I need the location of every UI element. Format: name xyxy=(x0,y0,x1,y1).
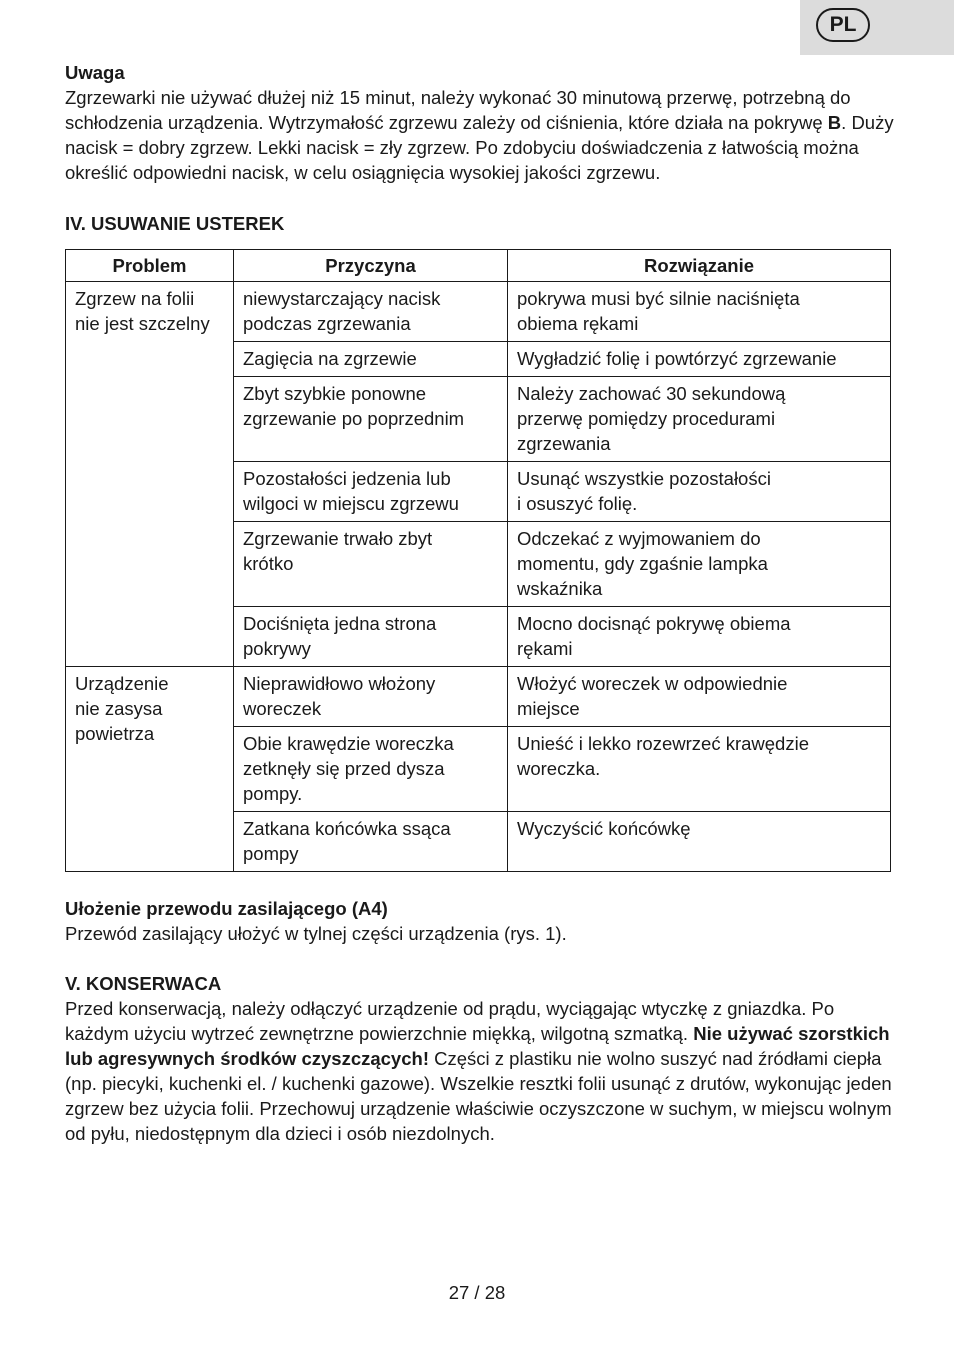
cause-line: wilgoci w miejscu zgrzewu xyxy=(243,493,459,514)
problem-cell xyxy=(66,282,234,667)
solution-cell xyxy=(508,377,891,462)
note-bold-letter: B xyxy=(827,112,842,133)
language-tab xyxy=(800,0,954,55)
solution-line: Unieść i lekko rozewrzeć krawędzie xyxy=(517,733,809,754)
cause-line: pompy. xyxy=(243,783,303,804)
solution-cell xyxy=(508,462,891,522)
solution-cell xyxy=(508,282,891,342)
solution-line: obiema rękami xyxy=(517,313,639,334)
cause-line: Obie krawędzie woreczka xyxy=(243,733,454,754)
troubleshooting-table xyxy=(65,249,891,872)
note-text-part1: Zgrzewarki nie używać dłużej niż 15 minut, należy wykonać 30 minutową przerwę, potrzebną do schłodzenia urządzenia. Wytrzymałość zgrzewu zależy od ciśnienia, które działa na pokrywę xyxy=(65,87,851,133)
language-badge: PL xyxy=(816,8,870,42)
solution-line: wskaźnika xyxy=(517,578,603,599)
solution-line: Usunąć wszystkie pozostałości xyxy=(517,468,771,489)
maintenance-heading: V. KONSERWACA xyxy=(65,973,222,994)
note-section xyxy=(65,60,895,185)
cause-line: pokrywy xyxy=(243,638,311,659)
maintenance-section xyxy=(65,971,895,1146)
solution-line: zgrzewania xyxy=(517,433,611,454)
maintenance-text-part2: Części z plastiku nie wolno suszyć nad źródłami ciepła (np. piecyki, kuchenki el. / kuchenki gazowe). Wszelkie resztki folii usunąć z drutów, wykonując jeden zgrzew bez użycia folii. Przechowuj urządzenie właściwie oczyszczone w suchym, w miejscu wolnym od pyłu, niedostępnym dla dzieci i osób niezdolnych. xyxy=(65,1048,892,1144)
solution-line: Wygładzić folię i powtórzyć zgrzewanie xyxy=(517,348,837,369)
maintenance-warning: Nie używać szorstkich lub agresywnych środków czyszczących! xyxy=(65,1023,890,1069)
cause-line: zgrzewanie po poprzednim xyxy=(243,408,465,429)
solution-cell xyxy=(508,522,891,607)
table-body xyxy=(66,282,891,872)
cause-line: Nieprawidłowo włożony xyxy=(243,673,436,694)
header-problem: Problem xyxy=(66,250,234,282)
cause-line: zetknęły się przed dysza xyxy=(243,758,445,779)
problem-cell xyxy=(66,667,234,872)
page-content xyxy=(65,60,895,1146)
solution-line: Wyczyścić końcówkę xyxy=(517,818,691,839)
cause-line: Dociśnięta jedna strona xyxy=(243,613,437,634)
note-heading: Uwaga xyxy=(65,62,125,83)
solution-line: Odczekać z wyjmowaniem do xyxy=(517,528,761,549)
solution-cell xyxy=(508,727,891,812)
maintenance-text-part1: Przed konserwacją, należy odłączyć urządzenie od prądu, wyciągając wtyczkę z gniazdka. Po każdym użyciu wytrzeć zewnętrzne powierzchnie miękką, wilgotną szmatką. xyxy=(65,998,835,1044)
cord-section xyxy=(65,896,895,946)
cause-line: Pozostałości jedzenia lub xyxy=(243,468,451,489)
cause-line: niewystarczający nacisk xyxy=(243,288,441,309)
maintenance-paragraph xyxy=(65,996,895,1146)
cause-line: pompy xyxy=(243,843,299,864)
cause-cell xyxy=(234,607,508,667)
troubleshooting-heading: IV. USUWANIE USTEREK xyxy=(65,213,285,234)
cause-cell xyxy=(234,727,508,812)
cause-cell xyxy=(234,522,508,607)
problem-line: powietrza xyxy=(75,723,155,744)
cord-text: Przewód zasilający ułożyć w tylnej części urządzenia (rys. 1). xyxy=(65,923,567,944)
cord-heading: Ułożenie przewodu zasilającego (A4) xyxy=(65,898,388,919)
solution-line: Mocno docisnąć pokrywę obiema xyxy=(517,613,791,634)
cause-line: woreczek xyxy=(243,698,322,719)
cause-line: Zbyt szybkie ponowne xyxy=(243,383,427,404)
cause-line: podczas zgrzewania xyxy=(243,313,411,334)
solution-line: miejsce xyxy=(517,698,580,719)
solution-cell xyxy=(508,342,891,377)
cause-cell xyxy=(234,812,508,872)
solution-line: Włożyć woreczek w odpowiednie xyxy=(517,673,788,694)
solution-line: Należy zachować 30 sekundową xyxy=(517,383,786,404)
problem-line: nie jest szczelny xyxy=(75,313,210,334)
solution-line: przerwę pomiędzy procedurami xyxy=(517,408,776,429)
cause-cell xyxy=(234,377,508,462)
problem-line: nie zasysa xyxy=(75,698,163,719)
table-row xyxy=(66,282,891,342)
table-header-row xyxy=(66,250,891,282)
cause-cell xyxy=(234,342,508,377)
solution-line: rękami xyxy=(517,638,573,659)
cause-line: krótko xyxy=(243,553,294,574)
cause-cell xyxy=(234,462,508,522)
note-paragraph xyxy=(65,85,895,185)
solution-cell xyxy=(508,667,891,727)
table-row xyxy=(66,667,891,727)
cause-cell xyxy=(234,667,508,727)
cause-cell xyxy=(234,282,508,342)
solution-cell xyxy=(508,607,891,667)
solution-line: i osuszyć folię. xyxy=(517,493,638,514)
cause-line: Zatkana końcówka ssąca xyxy=(243,818,451,839)
problem-line: Urządzenie xyxy=(75,673,169,694)
solution-cell xyxy=(508,812,891,872)
note-text-part2: . Duży nacisk = dobry zgrzew. Lekki nacisk = zły zgrzew. Po zdobyciu doświadczenia z łatwością można określić odpowiedni nacisk, w celu osiągnięcia wysokiej jakości zgrzewu. xyxy=(65,112,894,183)
header-cause: Przyczyna xyxy=(234,250,508,282)
cause-line: Zgrzewanie trwało zbyt xyxy=(243,528,433,549)
header-solution: Rozwiązanie xyxy=(508,250,891,282)
problem-line: Zgrzew na folii xyxy=(75,288,195,309)
cause-line: Zagięcia na zgrzewie xyxy=(243,348,417,369)
solution-line: woreczka. xyxy=(517,758,601,779)
page-number: 27 / 28 xyxy=(448,1282,506,1303)
solution-line: momentu, gdy zgaśnie lampka xyxy=(517,553,768,574)
solution-line: pokrywa musi być silnie naciśnięta xyxy=(517,288,800,309)
